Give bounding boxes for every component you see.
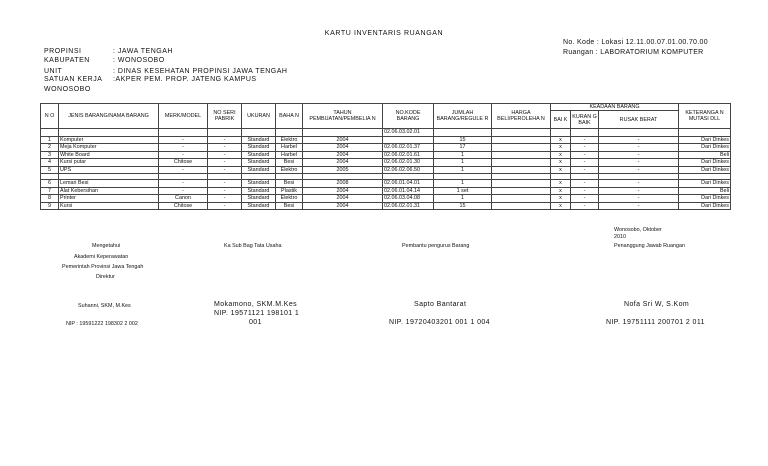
table-cell-harga bbox=[492, 151, 551, 159]
table-cell-ukuran: Standard bbox=[242, 180, 276, 188]
sig-kasubag-title: Ka Sub Bag Tata Usaha bbox=[224, 243, 282, 249]
table-cell-kode: 02.06.01.04.14 bbox=[383, 187, 434, 195]
table-cell-kurang: - bbox=[571, 187, 599, 195]
table-cell-rusak: - bbox=[599, 136, 679, 144]
table-cell-bahan: Besi bbox=[276, 202, 303, 210]
sig-pembantu-name: Sapto Bantarat bbox=[414, 301, 467, 308]
table-cell-merk: - bbox=[159, 187, 208, 195]
sig-kasubag-name: Mokamono, SKM.M.Kes bbox=[214, 301, 298, 308]
table-cell-ket: Dari Dinkes bbox=[679, 180, 731, 188]
room-name: Ruangan : LABORATORIUM KOMPUTER bbox=[563, 49, 704, 56]
table-cell-ukuran: Standard bbox=[242, 187, 276, 195]
table-cell-jumlah: 1 bbox=[434, 159, 492, 167]
table-cell-ket: Dari Dinkes bbox=[679, 202, 731, 210]
sig-kasubag-nip-cont: 001 bbox=[249, 319, 262, 326]
table-cell-rusak bbox=[599, 129, 679, 137]
table-cell-tahun: 2004 bbox=[303, 187, 383, 195]
table-cell-kurang: - bbox=[571, 159, 599, 167]
table-cell-no: 5 bbox=[41, 166, 59, 174]
table-cell-jumlah: 1 bbox=[434, 166, 492, 174]
table-cell-ukuran: Standard bbox=[242, 195, 276, 203]
table-cell-kode: 02.06.01.04.01 bbox=[383, 180, 434, 188]
table-cell-jumlah: 1 bbox=[434, 195, 492, 203]
table-cell-harga bbox=[492, 166, 551, 174]
header-kode-barang: NO.KODE BARANG bbox=[383, 104, 434, 129]
table-cell-harga bbox=[492, 136, 551, 144]
table-cell-tahun: 2004 bbox=[303, 136, 383, 144]
meta-label-propinsi: PROPINSI bbox=[44, 48, 82, 55]
table-cell-rusak: - bbox=[599, 144, 679, 152]
meta-label-unit: UNIT bbox=[44, 68, 63, 75]
table-cell-seri bbox=[208, 129, 242, 137]
meta-label-satuan-kerja: SATUAN KERJA bbox=[44, 76, 103, 83]
table-cell-baik bbox=[551, 129, 571, 137]
table-cell-ket: Beli bbox=[679, 187, 731, 195]
table-cell-tahun bbox=[303, 129, 383, 137]
table-cell-bahan: Besi bbox=[276, 180, 303, 188]
table-cell-ukuran: Standard bbox=[242, 166, 276, 174]
table-cell-ukuran: Standard bbox=[242, 159, 276, 167]
document-title: KARTU INVENTARIS RUANGAN bbox=[324, 30, 444, 37]
table-cell-seri: - bbox=[208, 180, 242, 188]
sig-penanggung-title: Penanggung Jawab Ruangan bbox=[614, 243, 686, 249]
table-cell-seri: - bbox=[208, 159, 242, 167]
table-cell-rusak: - bbox=[599, 151, 679, 159]
header-jenis-barang: JENIS BARANG/NAMA BARANG bbox=[59, 104, 159, 129]
table-row bbox=[41, 151, 731, 159]
table-cell-bahan bbox=[276, 129, 303, 137]
table-cell-ket: Dari Dinkes bbox=[679, 144, 731, 152]
table-cell-jumlah: 17 bbox=[434, 144, 492, 152]
table-cell-no: 6 bbox=[41, 180, 59, 188]
sig-akademi: Akademi Keperawatan bbox=[74, 254, 129, 260]
table-cell-nama: White Board bbox=[59, 151, 159, 159]
table-cell-ket: Dari Dinkes bbox=[679, 159, 731, 167]
sig-pembantu-title: Pembantu pengurus Barang bbox=[402, 243, 470, 249]
header-ukuran: UKURAN bbox=[242, 104, 276, 129]
table-cell-tahun: 2005 bbox=[303, 166, 383, 174]
table-cell-nama: Kursi putar bbox=[59, 159, 159, 167]
table-cell-baik: x bbox=[551, 151, 571, 159]
table-cell-no: 8 bbox=[41, 195, 59, 203]
header-no: N O bbox=[41, 104, 59, 129]
table-row bbox=[41, 144, 731, 152]
table-cell-bahan: Elektro bbox=[276, 136, 303, 144]
table-cell-seri: - bbox=[208, 195, 242, 203]
table-cell-jumlah: 1 bbox=[434, 180, 492, 188]
table-cell-no: 9 bbox=[41, 202, 59, 210]
table-cell-merk: - bbox=[159, 166, 208, 174]
table-cell-seri: - bbox=[208, 144, 242, 152]
table-row bbox=[41, 166, 731, 174]
sig-direktur-nip: NIP : 19591222 198302 2 002 bbox=[66, 321, 138, 327]
table-row bbox=[41, 136, 731, 144]
table-cell-bahan: Elektro bbox=[276, 166, 303, 174]
table-cell-baik: x bbox=[551, 187, 571, 195]
table-cell-harga bbox=[492, 159, 551, 167]
table-cell-seri: - bbox=[208, 151, 242, 159]
sig-penanggung-name: Nofa Sri W, S.Kom bbox=[624, 301, 690, 308]
meta-value-kabupaten: : WONOSOBO bbox=[113, 57, 165, 64]
sig-pemerintah: Pemerintah Provinsi Jawa Tengah bbox=[62, 264, 144, 270]
table-cell-harga bbox=[492, 129, 551, 137]
table-cell-ket: Beli bbox=[679, 151, 731, 159]
table-row bbox=[41, 202, 731, 210]
table-row bbox=[41, 195, 731, 203]
table-cell-merk: Canon bbox=[159, 195, 208, 203]
table-cell-kode bbox=[383, 136, 434, 144]
table-cell-ukuran: Standard bbox=[242, 136, 276, 144]
table-cell-bahan: Harbel bbox=[276, 144, 303, 152]
table-cell-nama: Alat Kebersihan bbox=[59, 187, 159, 195]
table-cell-jumlah bbox=[434, 129, 492, 137]
table-cell-merk: Chitose bbox=[159, 159, 208, 167]
table-cell-nama: Lemari Besi bbox=[59, 180, 159, 188]
table-cell-harga bbox=[492, 195, 551, 203]
table-cell-kurang: - bbox=[571, 151, 599, 159]
table-cell-nama: Printer bbox=[59, 195, 159, 203]
sig-kasubag-nip: NIP. 19571121 198101 1 bbox=[214, 310, 300, 317]
header-no-seri: NO SERI PABRIK bbox=[208, 104, 242, 129]
table-cell-kode: 02.06.03.02.01 bbox=[383, 129, 434, 137]
table-cell-kode: 02.06.03.04.08 bbox=[383, 195, 434, 203]
header-jumlah: JUMLAH BARANG/REGULE R bbox=[434, 104, 492, 129]
header-baik: BAI K bbox=[551, 111, 571, 129]
table-cell-no: 1 bbox=[41, 136, 59, 144]
table-cell-rusak: - bbox=[599, 202, 679, 210]
table-cell-bahan: Plastik bbox=[276, 187, 303, 195]
table-cell-merk: Chitose bbox=[159, 202, 208, 210]
table-cell-no: 7 bbox=[41, 187, 59, 195]
table-cell-ukuran bbox=[242, 129, 276, 137]
table-cell-harga bbox=[492, 187, 551, 195]
table-cell-kurang: - bbox=[571, 166, 599, 174]
table-cell-ukuran: Standard bbox=[242, 202, 276, 210]
table-cell-merk: - bbox=[159, 144, 208, 152]
table-cell-rusak: - bbox=[599, 180, 679, 188]
location-code: No. Kode : Lokasi 12.11.00.07.01.00.70.00 bbox=[563, 39, 708, 46]
table-cell-merk: - bbox=[159, 180, 208, 188]
table-cell-ket bbox=[679, 129, 731, 137]
table-cell-seri: - bbox=[208, 187, 242, 195]
table-cell-rusak: - bbox=[599, 195, 679, 203]
sig-penanggung-nip: NIP. 19751111 200701 2 011 bbox=[606, 319, 705, 326]
header-harga: HARGA BELI/PEROLEHA N bbox=[492, 104, 551, 129]
table-cell-kode: 02.06.02.01.61 bbox=[383, 151, 434, 159]
table-cell-ket: Dari Dinkes bbox=[679, 166, 731, 174]
table-cell-kurang: - bbox=[571, 180, 599, 188]
table-cell-no: 2 bbox=[41, 144, 59, 152]
table-cell-kurang: - bbox=[571, 136, 599, 144]
sig-direktur-name: Suhanni, SKM, M.Kes bbox=[78, 303, 131, 309]
table-cell-ukuran: Standard bbox=[242, 144, 276, 152]
table-cell-no: 4 bbox=[41, 159, 59, 167]
table-cell-baik: x bbox=[551, 180, 571, 188]
table-cell-kode: 02.06.02.01.30 bbox=[383, 159, 434, 167]
header-rusak-berat: RUSAK BERAT bbox=[599, 111, 679, 129]
meta-value-satuan-kerja-cont: WONOSOBO bbox=[44, 86, 91, 93]
sig-mengetahui: Mengetahui bbox=[92, 243, 121, 249]
table-cell-kode: 02.06.02.01.31 bbox=[383, 202, 434, 210]
table-row bbox=[41, 129, 731, 137]
table-cell-baik: x bbox=[551, 159, 571, 167]
table-cell-tahun: 2004 bbox=[303, 151, 383, 159]
table-cell-tahun: 2004 bbox=[303, 195, 383, 203]
table-cell-bahan: Elektro bbox=[276, 195, 303, 203]
table-cell-rusak: - bbox=[599, 187, 679, 195]
table-row bbox=[41, 159, 731, 167]
table-row bbox=[41, 180, 731, 188]
table-cell-nama bbox=[59, 129, 159, 137]
place-date: Wonosobo, Oktober 2010 bbox=[614, 227, 662, 240]
header-kurang-baik: KURAN G BAIK bbox=[571, 111, 599, 129]
table-cell-merk: - bbox=[159, 151, 208, 159]
table-cell-jumlah: 1 set bbox=[434, 187, 492, 195]
table-cell-baik: x bbox=[551, 195, 571, 203]
table-cell-jumlah: 15 bbox=[434, 202, 492, 210]
table-cell-nama: Meja Komputer bbox=[59, 144, 159, 152]
table-cell-harga bbox=[492, 202, 551, 210]
table-cell-merk bbox=[159, 129, 208, 137]
table-cell-nama: UPS bbox=[59, 166, 159, 174]
table-row bbox=[41, 187, 731, 195]
table-cell-rusak: - bbox=[599, 166, 679, 174]
table-cell-kurang: - bbox=[571, 195, 599, 203]
inventory-table bbox=[40, 103, 731, 210]
table-cell-baik: x bbox=[551, 202, 571, 210]
header-merk: MERK/MODEL bbox=[159, 104, 208, 129]
sig-pembantu-nip: NIP. 19720403201 001 1 004 bbox=[389, 319, 490, 326]
table-cell-no: 3 bbox=[41, 151, 59, 159]
table-cell-nama: Kursi bbox=[59, 202, 159, 210]
table-cell-harga bbox=[492, 144, 551, 152]
table-cell-baik: x bbox=[551, 166, 571, 174]
header-tahun: TAHUN PEMBUATAN/PEMBELIA N bbox=[303, 104, 383, 129]
table-cell-no bbox=[41, 129, 59, 137]
table-cell-jumlah: 15 bbox=[434, 136, 492, 144]
table-body bbox=[41, 129, 731, 210]
table-cell-baik: x bbox=[551, 144, 571, 152]
meta-value-propinsi: : JAWA TENGAH bbox=[113, 48, 173, 55]
table-cell-kurang: - bbox=[571, 144, 599, 152]
meta-label-kabupaten: KABUPATEN bbox=[44, 57, 90, 64]
table-cell-seri: - bbox=[208, 136, 242, 144]
table-cell-ket: Dari Dinkes bbox=[679, 136, 731, 144]
table-cell-baik: x bbox=[551, 136, 571, 144]
table-cell-bahan: Harbel bbox=[276, 151, 303, 159]
meta-value-satuan-kerja: :AKPER PEM. PROP. JATENG KAMPUS bbox=[113, 76, 257, 83]
table-cell-kurang: - bbox=[571, 202, 599, 210]
header-bahan: BAHA N bbox=[276, 104, 303, 129]
sig-direktur: Direktur bbox=[96, 274, 115, 280]
header-keadaan: KEADAAN BARANG bbox=[551, 104, 679, 111]
table-cell-tahun: 2004 bbox=[303, 202, 383, 210]
table-cell-tahun: 2004 bbox=[303, 159, 383, 167]
header-keterangan: KETERANGA N MUTASI DLL bbox=[679, 104, 731, 129]
meta-value-unit: : DINAS KESEHATAN PROPINSI JAWA TENGAH bbox=[113, 68, 288, 75]
table-cell-kode: 02.06.02.06.50 bbox=[383, 166, 434, 174]
table-cell-bahan: Besi bbox=[276, 159, 303, 167]
table-cell-jumlah: 1 bbox=[434, 151, 492, 159]
table-cell-rusak: - bbox=[599, 159, 679, 167]
table-cell-merk: - bbox=[159, 136, 208, 144]
table-cell-seri: - bbox=[208, 166, 242, 174]
table-cell-kode: 02.06.02.01.37 bbox=[383, 144, 434, 152]
table-cell-tahun: 2004 bbox=[303, 144, 383, 152]
table-cell-harga bbox=[492, 180, 551, 188]
table-cell-ket: Dari Dinkes bbox=[679, 195, 731, 203]
table-cell-kurang bbox=[571, 129, 599, 137]
table-cell-nama: Komputer bbox=[59, 136, 159, 144]
table-cell-tahun: 2008 bbox=[303, 180, 383, 188]
table-cell-ukuran: Standard bbox=[242, 151, 276, 159]
table-cell-seri: - bbox=[208, 202, 242, 210]
